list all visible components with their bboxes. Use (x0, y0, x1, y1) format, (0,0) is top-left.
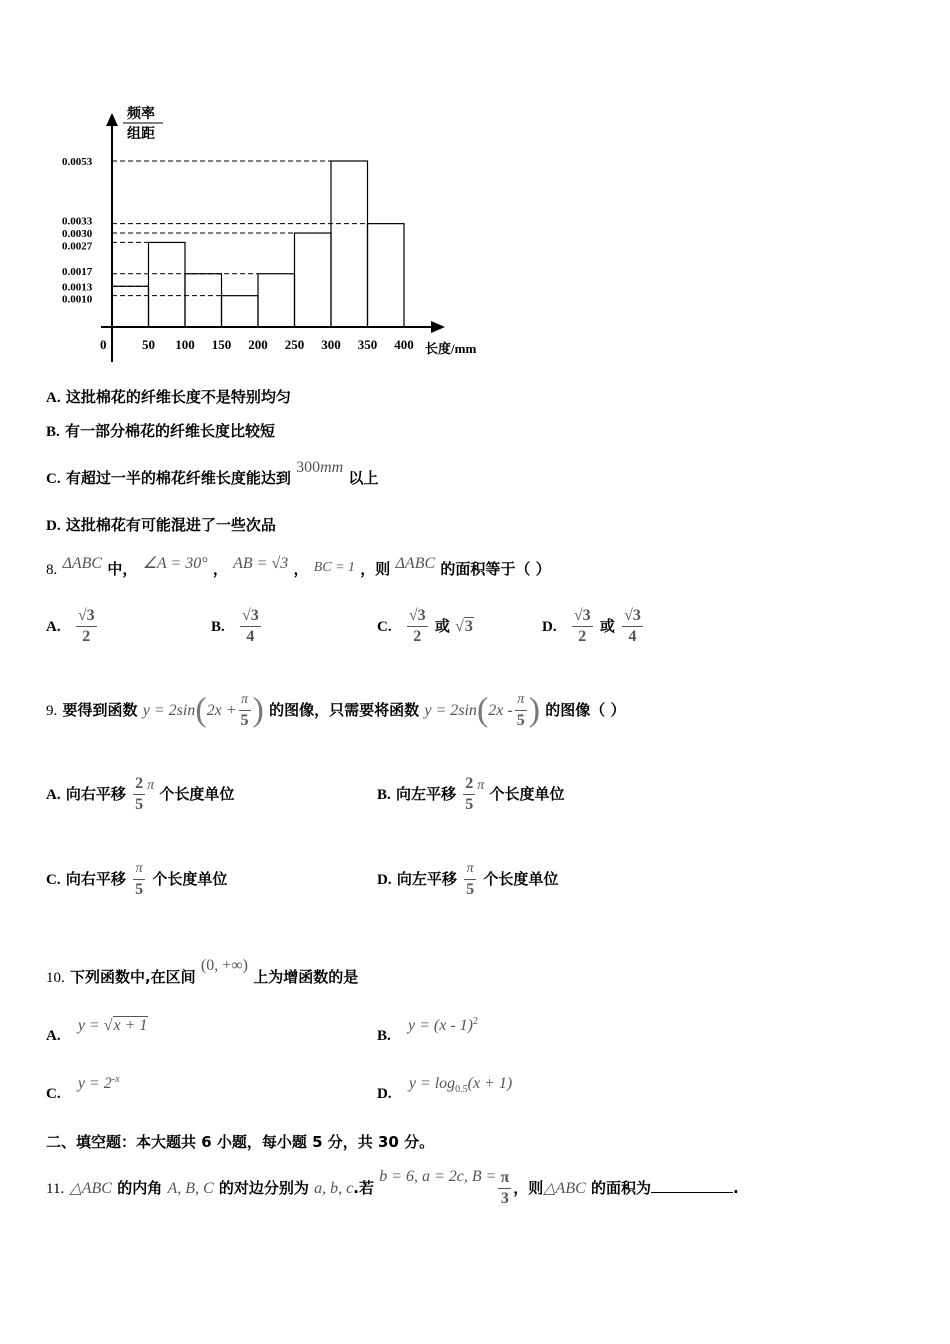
q9-d-den: 5 (466, 881, 475, 898)
q9-func-1: y = 2sin (142, 702, 196, 719)
q10-option-a (46, 1016, 148, 1044)
q10-text-1: 下列函数中,在区间 (69, 968, 196, 986)
q10-a-sqrt: √x + 1 (103, 1017, 148, 1034)
y-label-top: 频率 (127, 107, 155, 122)
q10-number: 10. (46, 970, 65, 986)
q10-c-label: C. (46, 1086, 61, 1102)
x-tick-label: 350 (357, 337, 378, 352)
q7-option-c (46, 459, 379, 488)
q9-d-num: π (464, 859, 476, 880)
q9-stem: 9. 要得到函数 y = 2sin(2x + $\frac{\pi}{5}$ ) 的图像，只需要将函数 y = 2sin(2x - $\frac{\pi}{5}$ ) 的图像（ ） (46, 691, 626, 729)
q8-comma-2: ， (293, 560, 309, 578)
q7-a-text: 这批棉花的纤维长度不是特别均匀 (65, 388, 291, 406)
q8-d-or: 或 (599, 617, 615, 635)
q8-d-alt-num: √3 (622, 606, 643, 627)
x-tick-label: 200 (248, 337, 268, 352)
q8-d-num: √3 (572, 606, 593, 627)
histogram-bar (368, 224, 405, 327)
q9-c-den: 5 (135, 881, 144, 898)
q8-b-num: √3 (240, 606, 261, 627)
q9-a-fraction (133, 774, 145, 815)
q8-comma-1: ， (212, 560, 228, 578)
q11-text-3: .若 (353, 1179, 374, 1197)
histogram-bar (295, 233, 332, 327)
chart-bars (112, 161, 404, 327)
histogram-bar (112, 286, 149, 327)
q8-c-or: 或 (434, 617, 450, 635)
x-tick-label: 250 (284, 337, 305, 352)
q11-three: 3 (500, 1190, 509, 1207)
q11-fraction (498, 1168, 511, 1209)
q7-d-label: D. (46, 518, 61, 534)
q7-c-math: 300 (296, 459, 321, 476)
q7-c-label: C. (46, 471, 61, 487)
q9-a-pi: π (147, 778, 155, 793)
q11-sides: a, b, c (314, 1180, 354, 1197)
q11-answer-blank[interactable] (651, 1178, 733, 1193)
q10-d-pre: y = log (408, 1075, 456, 1092)
q8-text-2: ，则 (360, 560, 391, 578)
x-tick-label: 100 (175, 337, 195, 352)
q7-a-label: A. (46, 390, 61, 406)
q9-func-2: y = 2sin (424, 702, 477, 719)
y-tick-label: 0.0053 (62, 156, 93, 168)
chart-tick-labels (62, 156, 414, 352)
histogram-bar (222, 296, 259, 327)
q9-text-1: 要得到函数 (62, 701, 138, 719)
q9-b-label: B. (377, 787, 391, 803)
q9-func-1-fraction (239, 690, 251, 731)
x-tick-label: 150 (211, 337, 232, 352)
q11-text-1: 的内角 (117, 1179, 163, 1197)
q8-d-label: D. (542, 619, 557, 635)
q7-c-unit: mm (320, 459, 344, 476)
histogram-bar (185, 274, 222, 327)
x-tick-label: 50 (142, 337, 155, 352)
q7-option-d (46, 514, 276, 535)
q9-text-2: 的图像，只需要将函数 (269, 701, 420, 719)
q11-text-4: ，则 (513, 1179, 544, 1197)
q8-c-num: √3 (407, 606, 428, 627)
q9-number: 9. (46, 703, 58, 719)
q7-b-text: 有一部分棉花的纤维长度比较短 (65, 422, 276, 440)
q7-c-text-after: 以上 (348, 469, 379, 487)
q10-d-sub: 0.5 (455, 1084, 468, 1095)
q9-func-2-arg: 2x - (488, 702, 513, 719)
y-tick-label: 0.0017 (62, 265, 93, 278)
q9-b-num: 2 (463, 774, 475, 795)
histogram-chart (55, 100, 495, 365)
q9-a-text: 向右平移 (65, 785, 126, 803)
q8-text-3: 的面积等于（ ） (440, 560, 551, 578)
q7-d-text: 这批棉花有可能混进了一些次品 (65, 516, 276, 534)
y-tick-label: 0.0030 (62, 228, 93, 241)
q8-a-fraction (76, 606, 97, 647)
q10-a-radicand: x + 1 (113, 1017, 148, 1034)
q8-d-alt-den: 4 (628, 628, 637, 645)
q8-option-b (211, 606, 263, 647)
q9-pi-1: π (239, 690, 251, 711)
q9-a-num: 2 (133, 774, 145, 795)
q9-c-label: C. (46, 872, 61, 888)
q8-c-den: 2 (413, 628, 422, 645)
q8-option-a (46, 606, 99, 647)
q9-a-tail: 个长度单位 (159, 785, 235, 803)
q9-d-label: D. (377, 872, 392, 888)
q8-b-den: 4 (246, 628, 255, 645)
q10-d-label: D. (377, 1086, 392, 1102)
q8-option-c (377, 606, 474, 647)
q11-stem (46, 1168, 739, 1209)
q9-b-pi: π (477, 778, 485, 793)
y-tick-label: 0.0010 (62, 293, 93, 306)
y-tick-label: 0.0033 (62, 215, 93, 228)
q9-c-fraction (133, 859, 145, 900)
q9-func-2-fraction (515, 690, 527, 731)
y-tick-label: 0.0027 (62, 240, 93, 253)
q11-text-5: 的面积为 (591, 1179, 652, 1197)
q9-option-b (377, 774, 565, 815)
q9-text-3: 的图像（ ） (545, 701, 626, 719)
x-tick-label: 300 (321, 337, 341, 352)
q11-angles: A, B, C (167, 1180, 214, 1197)
q9-b-tail: 个长度单位 (489, 785, 565, 803)
y-tick-label: 0.0013 (62, 281, 93, 294)
q8-stem (46, 555, 551, 579)
q10-text-2: 上为增函数的是 (253, 968, 359, 986)
q11-end: . (733, 1179, 739, 1197)
q9-c-num: π (133, 859, 145, 880)
q8-a-num: √3 (76, 606, 97, 627)
q9-c-text: 向右平移 (65, 870, 126, 888)
q8-c-fraction (407, 606, 428, 647)
q10-b-label: B. (377, 1028, 391, 1044)
q9-pi-2: π (515, 690, 527, 711)
q8-d-den: 2 (578, 628, 587, 645)
q9-five-2: 5 (516, 712, 525, 729)
q8-a-den: 2 (82, 628, 91, 645)
q9-func-1-arg: 2x + (206, 702, 237, 719)
q8-angle: ∠A = 30° (142, 555, 208, 572)
q8-c-label: C. (377, 619, 392, 635)
histogram-bar (331, 161, 368, 327)
q7-option-a (46, 386, 291, 407)
q8-ab: AB = √3 (233, 555, 289, 572)
q10-c-sup: -x (111, 1074, 120, 1085)
q8-d-alt-fraction (622, 606, 643, 647)
q9-a-label: A. (46, 787, 61, 803)
q8-option-d (542, 606, 645, 647)
q8-c-alt: √3 (455, 618, 473, 635)
y-label-bottom: 组距 (127, 127, 155, 142)
q11-triangle: △ABC (69, 1180, 112, 1197)
x-axis-arrow (431, 321, 445, 333)
q10-option-d (377, 1074, 513, 1102)
x-tick-label: 400 (394, 337, 414, 352)
q8-b-fraction (240, 606, 261, 647)
q11-triangle-2: △ABC (543, 1180, 586, 1197)
chart-reference-lines (112, 161, 368, 296)
q10-c-pre: y = 2 (77, 1075, 112, 1092)
q9-option-a (46, 774, 234, 815)
q9-option-c (46, 859, 227, 900)
q8-b-label: B. (211, 619, 225, 635)
q10-d-post: (x + 1) (467, 1075, 513, 1092)
q8-c-alt-radicand: 3 (464, 618, 473, 635)
q8-a-label: A. (46, 619, 61, 635)
q8-triangle: ΔABC (62, 555, 103, 572)
histogram-bar (149, 242, 186, 327)
q8-text-1: 中， (107, 560, 138, 578)
q10-stem (46, 957, 359, 987)
q8-triangle-2: ΔABC (395, 555, 436, 572)
q9-a-den: 5 (135, 796, 144, 813)
q10-option-b (377, 1016, 478, 1044)
q9-c-tail: 个长度单位 (152, 870, 228, 888)
histogram-bar (258, 274, 295, 327)
q9-d-text: 向左平移 (396, 870, 457, 888)
q11-condition: b = 6, a = 2c, B = (379, 1168, 497, 1185)
x-axis-label: 长度/mm (425, 341, 477, 356)
q10-b-pre: y = (x - 1) (408, 1017, 473, 1034)
q9-option-d (377, 859, 558, 900)
q9-b-den: 5 (465, 796, 474, 813)
section-2-title: 二、填空题：本大题共 6 小题，每小题 5 分，共 30 分。 (46, 1133, 435, 1151)
q9-five-1: 5 (240, 712, 249, 729)
q8-d-fraction (572, 606, 593, 647)
q9-d-tail: 个长度单位 (483, 870, 559, 888)
q11-pi: π (498, 1168, 511, 1189)
q10-a-pre: y = (77, 1017, 104, 1034)
q10-option-c (46, 1074, 120, 1102)
q7-option-b (46, 420, 275, 441)
q9-b-fraction (463, 774, 475, 815)
q7-b-label: B. (46, 424, 60, 440)
q9-b-text: 向左平移 (396, 785, 457, 803)
q8-bc: BC = 1 (313, 560, 356, 575)
q11-number: 11. (46, 1181, 65, 1197)
origin-label: 0 (100, 337, 107, 352)
q9-d-fraction (464, 859, 476, 900)
q10-interval: (0, +∞) (200, 957, 249, 974)
q7-c-text: 有超过一半的棉花纤维长度能达到 (65, 469, 291, 487)
q8-number: 8. (46, 562, 58, 578)
q11-text-2: 的对边分别为 (218, 1179, 309, 1197)
y-axis-arrow (106, 113, 118, 126)
q10-a-label: A. (46, 1028, 61, 1044)
q10-b-sup: 2 (472, 1016, 478, 1027)
